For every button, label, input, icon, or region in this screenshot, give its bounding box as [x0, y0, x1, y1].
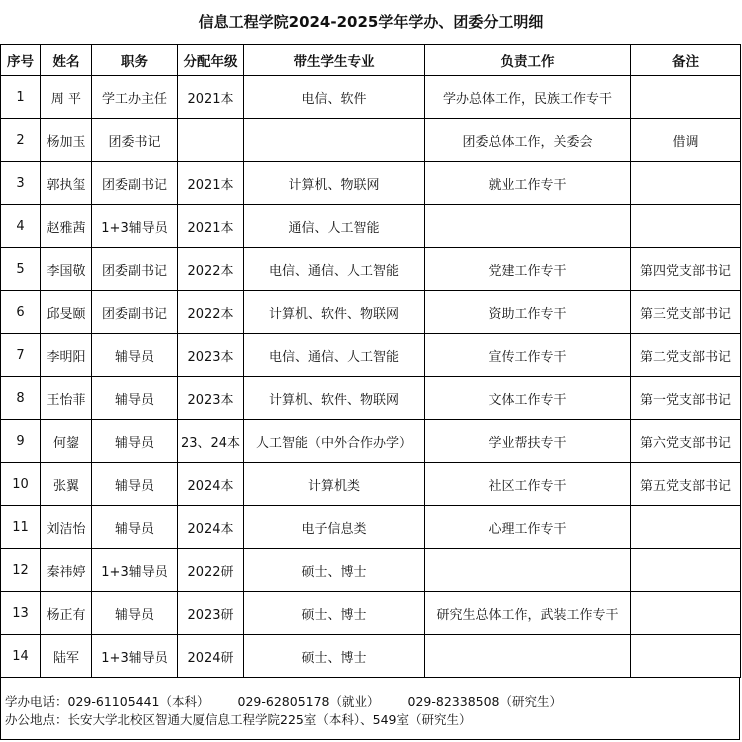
cell-index: 9	[1, 420, 41, 463]
office-address: 办公地点：长安大学北校区智通大厦信息工程学院225室（本科）、549室（研究生）	[5, 712, 472, 727]
cell-index: 14	[1, 635, 41, 678]
cell-major	[244, 119, 425, 162]
cell-position: 辅导员	[92, 420, 178, 463]
cell-major: 电信、软件	[244, 76, 425, 119]
header-name: 姓名	[41, 45, 92, 76]
cell-grade: 2021本	[178, 76, 244, 119]
cell-remark: 第一党支部书记	[631, 377, 741, 420]
table-row	[1, 463, 741, 506]
cell-remark: 第二党支部书记	[631, 334, 741, 377]
cell-major: 电信、通信、人工智能	[244, 334, 425, 377]
cell-name: 李国敬	[41, 248, 92, 291]
cell-name: 刘洁怡	[41, 506, 92, 549]
cell-name: 陆军	[41, 635, 92, 678]
table-row	[1, 592, 741, 635]
cell-duty: 就业工作专干	[425, 162, 631, 205]
header-position: 职务	[92, 45, 178, 76]
cell-grade: 2023本	[178, 334, 244, 377]
cell-index: 13	[1, 592, 41, 635]
phone-employment: 029-62805178（就业）	[237, 694, 380, 709]
cell-name: 李明阳	[41, 334, 92, 377]
cell-major: 计算机、物联网	[244, 162, 425, 205]
cell-duty: 资助工作专干	[425, 291, 631, 334]
header-major: 带生学生专业	[244, 45, 425, 76]
table-row	[1, 549, 741, 592]
cell-index: 7	[1, 334, 41, 377]
cell-name: 赵雅茜	[41, 205, 92, 248]
cell-remark	[631, 162, 741, 205]
cell-name: 张翼	[41, 463, 92, 506]
cell-duty: 学办总体工作，民族工作专干	[425, 76, 631, 119]
header-grade: 分配年级	[178, 45, 244, 76]
table-row	[1, 205, 741, 248]
cell-name: 何鋆	[41, 420, 92, 463]
table-row	[1, 506, 741, 549]
cell-position: 团委副书记	[92, 291, 178, 334]
footer-info	[0, 678, 740, 740]
cell-position: 团委副书记	[92, 248, 178, 291]
table-row	[1, 76, 741, 119]
cell-remark: 借调	[631, 119, 741, 162]
cell-major: 计算机、软件、物联网	[244, 377, 425, 420]
cell-position: 团委副书记	[92, 162, 178, 205]
phone-undergrad: 029-61105441（本科）	[67, 694, 210, 709]
table-row	[1, 248, 741, 291]
cell-major: 通信、人工智能	[244, 205, 425, 248]
table-row	[1, 334, 741, 377]
cell-index: 6	[1, 291, 41, 334]
cell-grade: 2022本	[178, 291, 244, 334]
cell-remark: 第四党支部书记	[631, 248, 741, 291]
cell-major: 电子信息类	[244, 506, 425, 549]
header-remark: 备注	[631, 45, 741, 76]
header-index: 序号	[1, 45, 41, 76]
phone-line	[5, 692, 562, 710]
cell-position: 1+3辅导员	[92, 549, 178, 592]
table-row	[1, 635, 741, 678]
cell-name: 周 平	[41, 76, 92, 119]
cell-remark	[631, 635, 741, 678]
cell-remark	[631, 549, 741, 592]
cell-duty: 宣传工作专干	[425, 334, 631, 377]
cell-grade: 2024本	[178, 506, 244, 549]
table-row	[1, 119, 741, 162]
cell-position: 辅导员	[92, 506, 178, 549]
cell-duty: 学业帮扶专干	[425, 420, 631, 463]
cell-major: 人工智能（中外合作办学）	[244, 420, 425, 463]
cell-index: 10	[1, 463, 41, 506]
cell-grade: 2023本	[178, 377, 244, 420]
table-row	[1, 291, 741, 334]
cell-duty: 社区工作专干	[425, 463, 631, 506]
cell-remark	[631, 506, 741, 549]
cell-major: 硕士、博士	[244, 549, 425, 592]
cell-duty	[425, 205, 631, 248]
cell-major: 硕士、博士	[244, 592, 425, 635]
cell-remark: 第五党支部书记	[631, 463, 741, 506]
cell-position: 1+3辅导员	[92, 635, 178, 678]
cell-remark	[631, 205, 741, 248]
cell-remark	[631, 76, 741, 119]
assignment-table	[0, 44, 741, 678]
cell-index: 5	[1, 248, 41, 291]
cell-duty	[425, 549, 631, 592]
cell-name: 杨正有	[41, 592, 92, 635]
cell-grade: 2024研	[178, 635, 244, 678]
cell-major: 计算机类	[244, 463, 425, 506]
cell-position: 学工办主任	[92, 76, 178, 119]
cell-index: 3	[1, 162, 41, 205]
cell-index: 12	[1, 549, 41, 592]
cell-grade: 2022本	[178, 248, 244, 291]
cell-grade: 2024本	[178, 463, 244, 506]
cell-name: 邱旻颐	[41, 291, 92, 334]
cell-name: 杨加玉	[41, 119, 92, 162]
cell-duty: 文体工作专干	[425, 377, 631, 420]
cell-major: 计算机、软件、物联网	[244, 291, 425, 334]
cell-index: 11	[1, 506, 41, 549]
cell-grade: 2021本	[178, 205, 244, 248]
cell-name: 秦祎婷	[41, 549, 92, 592]
cell-duty: 党建工作专干	[425, 248, 631, 291]
cell-duty: 团委总体工作，关委会	[425, 119, 631, 162]
cell-position: 团委书记	[92, 119, 178, 162]
cell-duty: 心理工作专干	[425, 506, 631, 549]
cell-grade	[178, 119, 244, 162]
table-row	[1, 377, 741, 420]
cell-remark: 第六党支部书记	[631, 420, 741, 463]
cell-name: 王怡菲	[41, 377, 92, 420]
cell-grade: 2023研	[178, 592, 244, 635]
cell-index: 1	[1, 76, 41, 119]
cell-major: 电信、通信、人工智能	[244, 248, 425, 291]
cell-duty: 研究生总体工作，武装工作专干	[425, 592, 631, 635]
cell-position: 辅导员	[92, 592, 178, 635]
cell-major: 硕士、博士	[244, 635, 425, 678]
cell-position: 辅导员	[92, 334, 178, 377]
cell-remark: 第三党支部书记	[631, 291, 741, 334]
table-header-row	[1, 45, 741, 76]
cell-name: 郭执玺	[41, 162, 92, 205]
cell-index: 4	[1, 205, 41, 248]
cell-position: 1+3辅导员	[92, 205, 178, 248]
table-row	[1, 162, 741, 205]
phone-graduate: 029-82338508（研究生）	[407, 694, 563, 709]
cell-grade: 2022研	[178, 549, 244, 592]
cell-index: 2	[1, 119, 41, 162]
cell-grade: 23、24本	[178, 420, 244, 463]
cell-remark	[631, 592, 741, 635]
cell-grade: 2021本	[178, 162, 244, 205]
cell-position: 辅导员	[92, 377, 178, 420]
cell-duty	[425, 635, 631, 678]
phone-label: 学办电话：	[5, 694, 68, 709]
header-duty: 负责工作	[425, 45, 631, 76]
page-title: 信息工程学院2024-2025学年学办、团委分工明细	[198, 13, 544, 31]
cell-index: 8	[1, 377, 41, 420]
table-row	[1, 420, 741, 463]
cell-position: 辅导员	[92, 463, 178, 506]
